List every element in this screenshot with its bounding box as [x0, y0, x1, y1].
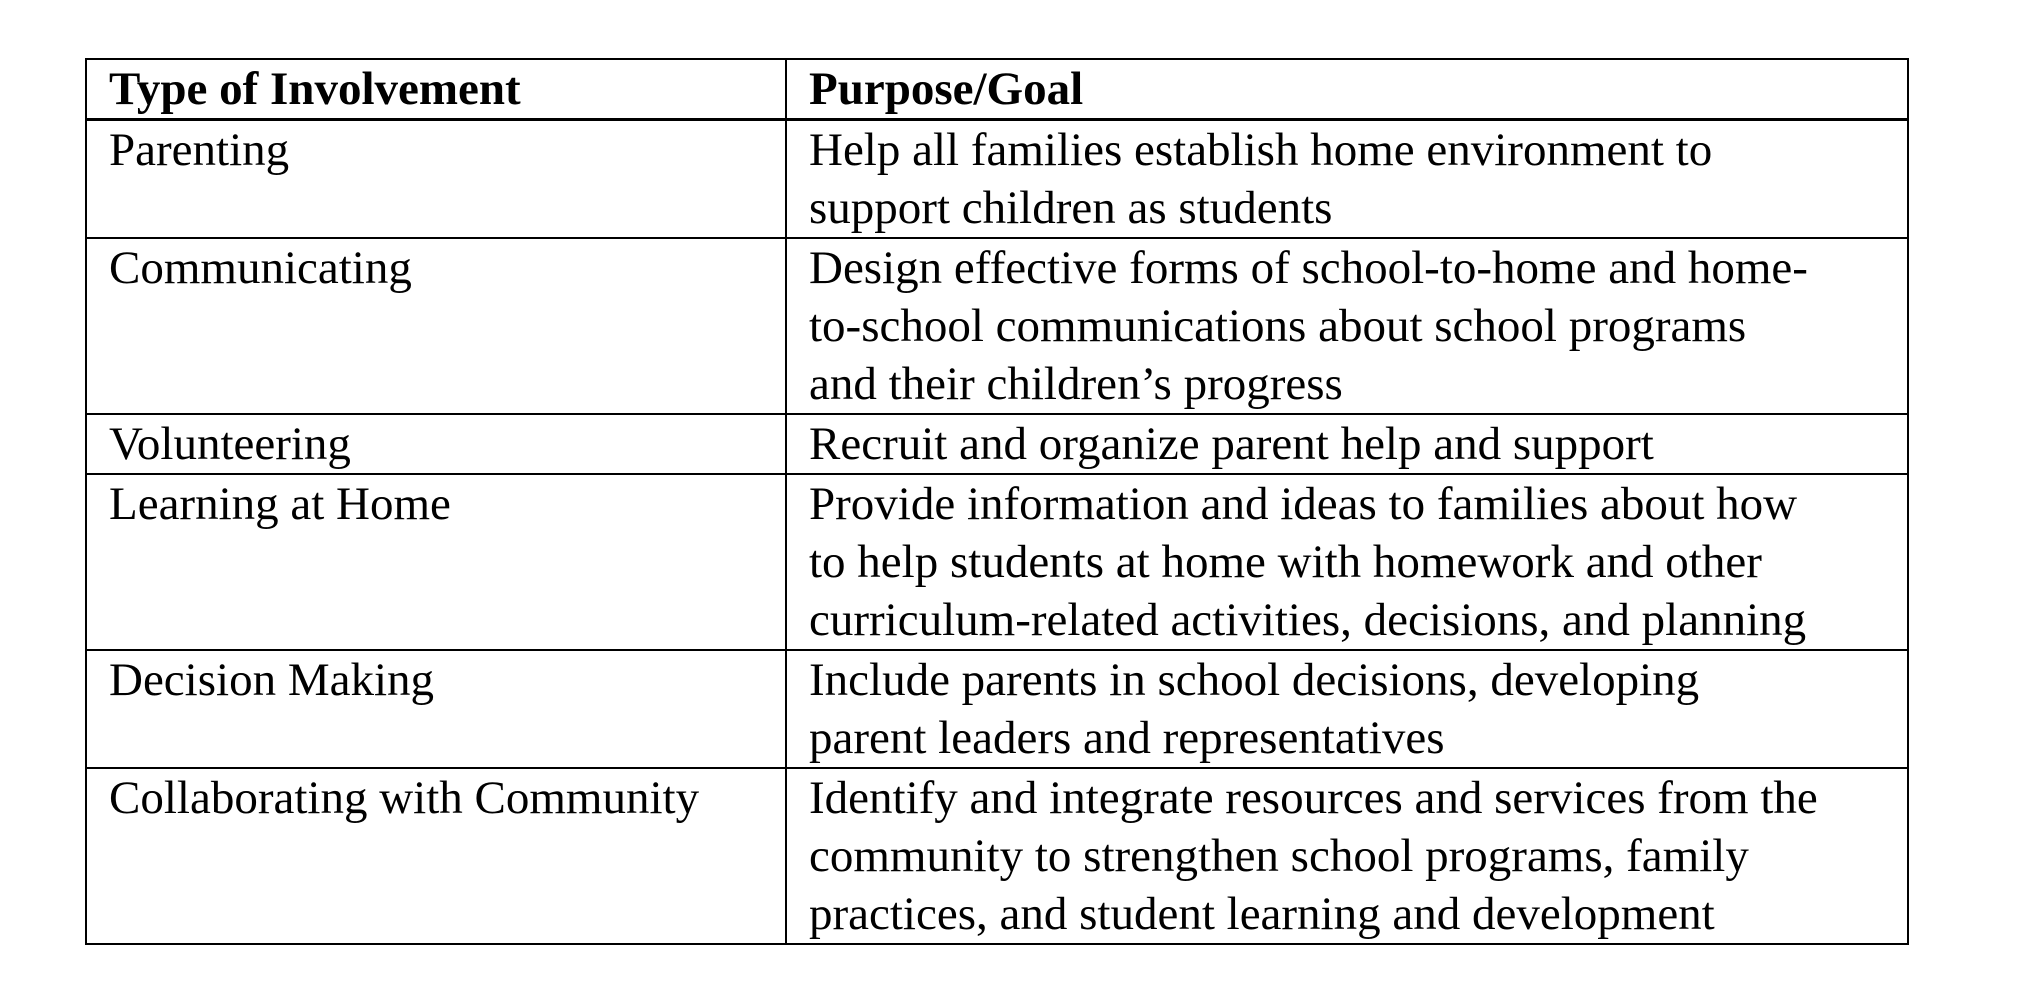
purpose-cell [786, 414, 1908, 474]
type-cell: Volunteering [86, 414, 786, 474]
purpose-cell [786, 474, 1908, 650]
purpose-line: Help all families establish home environment to [809, 124, 1713, 176]
purpose-cell [786, 650, 1908, 768]
purpose-cell [786, 768, 1908, 944]
header-type: Type of Involvement [86, 59, 786, 120]
purpose-line: practices, and student learning and development [809, 888, 1715, 940]
table-row [86, 650, 1908, 768]
purpose-line: Recruit and organize parent help and support [809, 418, 1654, 470]
type-cell: Learning at Home [86, 474, 786, 650]
purpose-line: Design effective forms of school-to-home and home- [809, 242, 1808, 294]
purpose-line: community to strengthen school programs, family [809, 830, 1749, 882]
table-row [86, 768, 1908, 944]
table-row [86, 238, 1908, 414]
type-cell: Decision Making [86, 650, 786, 768]
type-cell: Parenting [86, 120, 786, 239]
type-cell: Communicating [86, 238, 786, 414]
purpose-cell [786, 120, 1908, 239]
purpose-line: and their children’s progress [809, 358, 1343, 410]
purpose-line: Provide information and ideas to families about how [809, 478, 1798, 530]
purpose-line: to help students at home with homework and other [809, 536, 1762, 588]
table-row [86, 474, 1908, 650]
purpose-cell [786, 238, 1908, 414]
table-row [86, 120, 1908, 239]
type-cell: Collaborating with Community [86, 768, 786, 944]
involvement-table [85, 58, 1909, 945]
purpose-line: support children as students [809, 182, 1333, 234]
purpose-line: Identify and integrate resources and services from the [809, 772, 1818, 824]
table-row [86, 414, 1908, 474]
purpose-line: curriculum-related activities, decisions, and planning [809, 594, 1807, 646]
header-purpose: Purpose/Goal [786, 59, 1908, 120]
purpose-line: to-school communications about school programs [809, 300, 1747, 352]
purpose-line: parent leaders and representatives [809, 712, 1445, 764]
purpose-line: Include parents in school decisions, developing [809, 654, 1700, 706]
header-row [86, 59, 1908, 120]
